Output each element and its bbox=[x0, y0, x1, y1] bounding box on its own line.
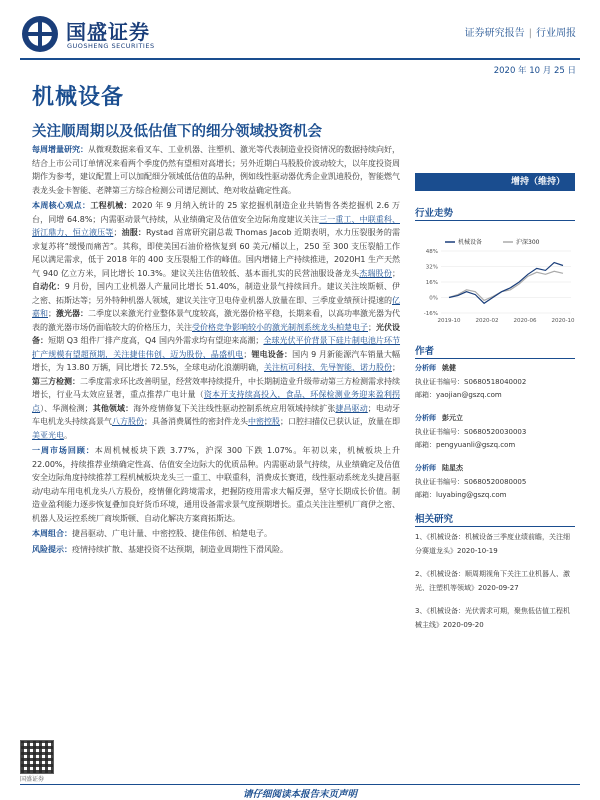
y-tick-label: 0% bbox=[429, 295, 438, 302]
main-content bbox=[32, 143, 400, 558]
analyst-mail[interactable]: 邮箱：pengyuanli@gszq.com bbox=[415, 441, 516, 449]
report-type bbox=[465, 24, 576, 39]
footer-rule bbox=[20, 784, 580, 785]
topic-label: 第三方检测： bbox=[32, 376, 80, 386]
analyst-mail[interactable]: 邮箱：luyabing@gszq.com bbox=[415, 491, 507, 499]
text: Rystad 首席研究副总裁 Thomas Jacob 近期表明，水力压裂服务的需求复苏将“缓慢而痛苦”。其称，即使美国石油价格恢复到 60 美元/桶以上，250 至 300 支压裂船工作尾以满足需求，低于 2018 年的 400 支压裂船工作的峰值。国内增储上产持续推进，2020H1 生产天然气 940 亿立方米，同比增长 10.3%。建议关注估值较低、基本面扎实的民营油服设备龙头 bbox=[32, 228, 401, 278]
y-tick-label: 16% bbox=[425, 280, 438, 286]
highlight: 美亚光电 bbox=[32, 430, 64, 440]
analyst-name: 彭元立 bbox=[442, 414, 463, 422]
analyst-role: 分析师 bbox=[415, 414, 436, 422]
highlight: 中密控股 bbox=[248, 417, 280, 426]
lead-core: 本周核心观点： bbox=[32, 201, 91, 210]
analyst-cert: 执业证书编号：S0680518040002 bbox=[415, 377, 527, 386]
analyst-cert: 执业证书编号：S0680520030003 bbox=[415, 427, 527, 436]
related-list bbox=[415, 531, 575, 642]
text: 本周机械板块下跌 3.77%，沪深 300 下跌 1.07%。年初以来，机械板块上升 22.00%，持续推荐业绩确定性高、估值安全边际大的优质品种。内需驱动景气持续，从业绩确定及估值安全边际角度持续推荐工程机械板块龙头三一重工、中联重科，消费成长赛道，线性驱动系统龙头捷昌驱动/电动车用电机龙头八方股份，疫情催化跨境需求，把握防疫用需求大幅反弹，坚守长期成长价值。制造业盈利能力逐步恢复叠加良好货币环境，通用设备需求景气度预期增长。重点关注注塑机厂商伊之密、机器人及运控系统厂商埃斯顿、自动化解决方案商拓斯达。 bbox=[32, 446, 400, 523]
lead-portfolio: 本周组合： bbox=[32, 529, 72, 538]
analyst-role: 分析师 bbox=[415, 464, 436, 472]
authors-title: 作者 bbox=[415, 346, 435, 357]
text: 国内 9 月新能源汽车销量大幅增长，为 13.80 万辆，同比增长 72.5%，全球电动化浪潮明确， bbox=[32, 349, 400, 372]
paragraph-core-views: 本周核心观点：工程机械：2020 年 9 月纳入统计的 25 家挖掘机制造企业共销售各类挖掘机 2.6 万台，同增 64.8%；内需驱动景气持续，从业绩确定及估值安全边际角度建议关注三一重工、中联重科、浙江鼎力、恒立液压等；油服：Rystad 首席研究副总裁 Thomas Jacob 近期表明，水力压裂服务的需求复苏将“缓慢而痛苦”。其称，即使美国石油价格恢复到 60 美元/桶以上，250 至 300 支压裂船工作尾以满足需求，低于 2018 年的 400 支压裂船工作的峰值。国内增储上产持续推进，2020H1 生产天然气 940 亿立方米，同比增长 10.3%。建议关注估值较低、基本面扎实的民营油服设备龙头杰瑞股份；自动化：9 月份，国内工业机器人产量同比增长 51.40%，制造业景气持续回升。建议关注埃斯顿、伊之密、拓斯达等；另外特种机器人领域，建议关注守卫电侍业机器人放量在即、三季度业绩预计提速的亿嘉和；激光器：二季度以来激光行业整体景气度较高，激光器价格平稳，长期来看，以高功率激光器为代表的激光器市场仍面临较大的价格压力，关注受价格竞争影响较小的激光制剂系统龙头柏楚电子；光伏设备：短期 Q3 组件厂排产度高，Q4 国内外需求均有望迎来高潮；全球光伏平价背景下硅片制电池片环节扩产规模有望超预期，关注捷佳伟创、迈为股份、晶盛机电；锂电设备：国内 9 月新能源汽车销量大幅增长，为 13.80 万辆，同比增长 72.5%，全球电动化浪潮明确，关注杭可科技、先导智能、诺力股份；第三方检测：二季度需求环比改善明显，经营效率持续提升，中长期制造业升级带动第三方检测需求持续增长，行业马太效应显著，重点推荐广电计量（资本开支持续高投入，食品、环保检测业务迎来盈利拐点）、华测检测；其他领域：海外疫情修复下关注线性驱动控制系统应用领域持续扩张捷昌驱动；电动牙车电机龙头持续高景气八方股份；具备消费属性的密封件龙头中密控股；口腔扫描仪已获认证，放量在即美亚光电。 bbox=[32, 201, 401, 440]
highlight: 资本开支持续高投入，食品、环保检测业务迎来盈利拐点 bbox=[32, 390, 401, 413]
related-rule bbox=[415, 526, 575, 527]
text: 二季度以来激光行业整体景气度较高，激光器价格平稳，长期来看，以高功率激光器为代表的激光器市场仍面临较大的价格压力，关注 bbox=[32, 309, 400, 332]
x-tick-label: 2020-06 bbox=[513, 318, 537, 324]
authors-rule bbox=[415, 358, 575, 359]
analyst-2 bbox=[415, 412, 575, 453]
text: ；具备消费属性的密封件龙头 bbox=[144, 417, 248, 426]
related-item[interactable]: 2、《机械设备：顺周期视角下关注工业机器人、激光、注塑机等领域》2020-09-27 bbox=[415, 570, 570, 592]
lead-market: 一周市场回顾： bbox=[32, 446, 95, 455]
legend-b: 沪深300 bbox=[516, 239, 540, 246]
qr-code bbox=[20, 740, 54, 774]
lead-risk: 风险提示： bbox=[32, 544, 72, 554]
topic-label: 自动化： bbox=[32, 282, 65, 291]
analyst-3 bbox=[415, 462, 575, 503]
highlight: 受价格竞争影响较小的激光制剂系统龙头柏楚电子 bbox=[192, 322, 368, 332]
highlight: 捷昌驱动 bbox=[335, 403, 368, 413]
brand-name-en: GUOSHENG SECURITIES bbox=[67, 42, 155, 50]
x-tick-label: 2019-10 bbox=[437, 318, 461, 324]
paragraph-market-review bbox=[32, 444, 400, 525]
highlight: 杰瑞股份 bbox=[359, 268, 392, 278]
report-kind-label: 行业周报 bbox=[536, 28, 576, 39]
topic-label: 其他领域： bbox=[92, 403, 134, 413]
qr-caption-line: 国盛证券 bbox=[20, 776, 45, 783]
sector-title: 机械设备 bbox=[32, 85, 125, 110]
text: 疫情持续扩散、基建投资不达预期，制造业周期性下滑风险。 bbox=[72, 544, 288, 554]
report-subtitle: 关注顺周期以及低估值下的细分领域投资机会 bbox=[32, 124, 322, 140]
y-tick-label: 32% bbox=[425, 264, 438, 271]
separator: | bbox=[528, 28, 532, 39]
related-item[interactable]: 1、《机械设备：机械设备三季度业绩前瞻，关注细分赛道龙头》2020-10-19 bbox=[415, 533, 570, 555]
brand-logo bbox=[20, 14, 185, 56]
analyst-1 bbox=[415, 362, 575, 403]
analyst-role: 分析师 bbox=[415, 364, 436, 372]
highlight: 全球光伏平价背景下硅片制电池片环节扩产规模有望超预期，关注捷佳伟创、迈为股份、晶盛机电 bbox=[32, 336, 401, 359]
trend-chart bbox=[415, 233, 575, 328]
topic-label: 油服： bbox=[121, 228, 147, 237]
topic-label: 工程机械： bbox=[90, 201, 132, 210]
qr-caption bbox=[20, 776, 44, 784]
footer-disclaimer: 请仔细阅读本报告末页声明 bbox=[242, 789, 357, 800]
highlight: 亿嘉和 bbox=[32, 295, 400, 318]
rating-badge: 增持（维持） bbox=[415, 173, 575, 191]
text: ；口腔扫描仪已获认证，放量在即 bbox=[280, 417, 400, 426]
topic-label: 锂电设备： bbox=[251, 349, 293, 359]
highlight: 八方股份 bbox=[112, 417, 144, 426]
text: 二季度需求环比改善明显，经营效率持续提升，中长期制造业升级带动第三方检测需求持续增长，行业马太效应显著，重点推荐广电计量（ bbox=[32, 376, 400, 399]
paragraph-risk bbox=[32, 543, 400, 557]
series-line bbox=[449, 263, 563, 304]
topic-label: 激光器： bbox=[56, 309, 88, 318]
text: 海外疫情修复下关注线性驱动控制系统应用领域持续扩张 bbox=[133, 403, 336, 413]
analyst-mail[interactable]: 邮箱：yaojian@gszq.com bbox=[415, 391, 502, 399]
paragraph-portfolio bbox=[32, 527, 400, 541]
paragraph-weekly-research bbox=[32, 143, 400, 197]
text: 捷昌驱动、广电计量、中密控股、捷佳伟创、柏楚电子。 bbox=[72, 529, 272, 538]
series-line bbox=[449, 271, 563, 300]
text: ；电动牙车电机龙头持续高景气 bbox=[32, 403, 401, 426]
analyst-name: 姚健 bbox=[442, 364, 456, 372]
text: 从微观数据来看叉车、工业机器、注塑机、激光等代表制造业投资情况的数据持续向好，结合上市公司订单情况来看两个季度仍然有望相对高增长；另外近期白马股股价波动较大，以年度投资周期作为参考，建议配置上可以加配细分领域低估值的品种，例如线性驱动器优秀企业凯迪股份，智能燃气表龙头金卡智能、老牌第三方综合检测公司谱尼测试、绝对收益确定性高。 bbox=[32, 145, 400, 195]
chart-marks bbox=[424, 249, 575, 324]
brand-mark-icon bbox=[20, 14, 60, 54]
text: ）、华测检测 bbox=[40, 403, 85, 413]
y-tick-label: -16% bbox=[423, 311, 438, 317]
report-date: 2020 年 10 月 25 日 bbox=[493, 66, 576, 76]
header-rule bbox=[20, 58, 580, 60]
x-tick-label: 2020-02 bbox=[475, 318, 499, 324]
y-tick-label: 48% bbox=[425, 249, 438, 255]
related-title: 相关研究 bbox=[415, 514, 454, 525]
report-type-label: 证券研究报告 bbox=[464, 28, 525, 39]
text: 2020 年 9 月纳入统计的 25 家挖掘机制造企业共销售各类挖掘机 2.6 万台，同增 64.8%；内需驱动景气持续，从业绩确定及估值安全边际角度建议关注 bbox=[32, 201, 401, 224]
analyst-cert: 执业证书编号：S0680520080005 bbox=[415, 477, 527, 486]
legend-a: 机械设备 bbox=[458, 239, 483, 246]
text: 9 月份，国内工业机器人产量同比增长 51.40%，制造业景气持续回升。建议关注埃斯顿、伊之密、拓斯达等；另外特种机器人领域，建议关注守卫电侍业机器人放量在即、三季度业绩预计提速的 bbox=[32, 282, 400, 305]
trend-rule bbox=[415, 220, 575, 221]
highlight: 三一重工、中联重科、浙江鼎力、恒立液压等 bbox=[32, 214, 400, 237]
lead-weekly: 每周增量研究： bbox=[32, 145, 88, 154]
highlight: 关注杭可科技、先导智能、诺力股份 bbox=[263, 363, 393, 372]
x-tick-label: 2020-10 bbox=[551, 318, 575, 324]
related-item[interactable]: 3、《机械设备：光伏需求可期，聚焦低估值工程机械主线》2020-09-20 bbox=[415, 607, 570, 629]
topic-label: 光伏设备： bbox=[32, 322, 400, 345]
brand-name: 国盛证券 bbox=[66, 20, 150, 44]
trend-title: 行业走势 bbox=[415, 208, 454, 219]
analyst-name: 陆星杰 bbox=[442, 464, 463, 472]
text: 短期 Q3 组件厂排产度高，Q4 国内外需求均有望迎来高潮； bbox=[48, 336, 264, 345]
